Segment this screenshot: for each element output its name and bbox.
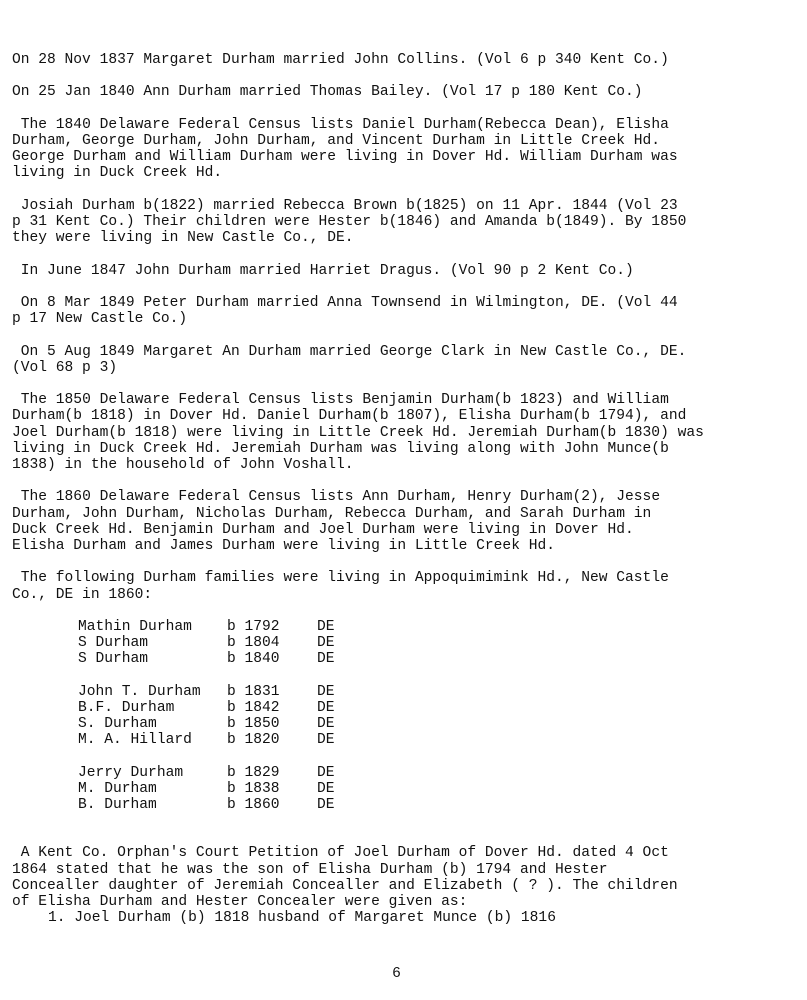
family-group-2 bbox=[12, 684, 802, 749]
family-member-name: S. Durham bbox=[78, 716, 157, 733]
family-member-birth: b 1840 bbox=[227, 651, 280, 668]
family-member-name: Jerry Durham bbox=[78, 764, 184, 781]
table-row bbox=[78, 651, 335, 667]
family-member-name: B. Durham bbox=[78, 797, 157, 814]
family-group-1 bbox=[12, 619, 802, 668]
paragraph-bailey-marriage: On 25 Jan 1840 Ann Durham married Thomas Bailey. (Vol 17 p 180 Kent Co.) bbox=[12, 84, 643, 101]
table-row bbox=[78, 716, 335, 732]
paragraph-josiah-marriage: Josiah Durham b(1822) married Rebecca Brown b(1825) on 11 Apr. 1844 (Vol 23 p 31 Kent Co.) Their children were Hester b(1846) and Amanda b(1849). By 1850 they were living in New Castle Co., DE. bbox=[12, 197, 687, 247]
family-member-state: DE bbox=[317, 618, 335, 635]
family-member-state: DE bbox=[317, 732, 335, 749]
family-table bbox=[78, 619, 335, 668]
family-member-birth: b 1850 bbox=[227, 716, 280, 733]
list-item: 1. Joel Durham (b) 1818 husband of Margaret Munce (b) 1816 bbox=[48, 910, 556, 927]
family-member-state: DE bbox=[317, 764, 335, 781]
paragraph-1860-census: The 1860 Delaware Federal Census lists Ann Durham, Henry Durham(2), Jesse Durham, John Durham, Nicholas Durham, Rebecca Durham, and Sarah Durham in Duck Creek Hd. Benjamin Durham and Joel Durham were living in Dover Hd. Elisha Durham and James Durham were living in Little Creek Hd. bbox=[12, 489, 661, 554]
family-member-state: DE bbox=[317, 716, 335, 733]
family-member-birth: b 1831 bbox=[227, 683, 280, 700]
table-row bbox=[78, 781, 335, 797]
table-row bbox=[78, 765, 335, 781]
family-table bbox=[78, 684, 335, 749]
family-group-3 bbox=[12, 765, 802, 814]
family-member-name: B.F. Durham bbox=[78, 699, 175, 716]
document-page bbox=[12, 52, 802, 926]
family-member-name: M. Durham bbox=[78, 780, 157, 797]
family-member-birth: b 1792 bbox=[227, 618, 280, 635]
paragraph-appoquimimink-intro: The following Durham families were living in Appoquimimink Hd., New Castle Co., DE in 1860: bbox=[12, 570, 669, 603]
page-number bbox=[0, 966, 807, 982]
family-member-name: Mathin Durham bbox=[78, 618, 192, 635]
table-row bbox=[78, 684, 335, 700]
family-member-name: John T. Durham bbox=[78, 683, 201, 700]
family-member-birth: b 1838 bbox=[227, 780, 280, 797]
family-member-birth: b 1860 bbox=[227, 797, 280, 814]
page-number-text: 6 bbox=[392, 966, 401, 982]
table-row bbox=[78, 700, 335, 716]
family-member-state: DE bbox=[317, 683, 335, 700]
family-member-name: S Durham bbox=[78, 635, 149, 652]
table-row bbox=[78, 619, 335, 635]
family-member-birth: b 1804 bbox=[227, 635, 280, 652]
children-list bbox=[12, 910, 802, 926]
paragraph-1850-census: The 1850 Delaware Federal Census lists Benjamin Durham(b 1823) and William Durham(b 1818) in Dover Hd. Daniel Durham(b 1807), Elisha Durham(b 1794), and Joel Durham(b 1818) were living in Little Creek Hd. Jeremiah Durham(b 1830) was living in Duck Creek Hd. Jeremiah Durham was living along with John Munce(b 1838) in the household of John Voshall. bbox=[12, 392, 704, 473]
family-member-state: DE bbox=[317, 699, 335, 716]
paragraph-townsend-marriage: On 8 Mar 1849 Peter Durham married Anna Townsend in Wilmington, DE. (Vol 44 p 17 New Castle Co.) bbox=[12, 294, 678, 328]
family-member-name: M. A. Hillard bbox=[78, 732, 192, 749]
paragraph-1840-census: The 1840 Delaware Federal Census lists Daniel Durham(Rebecca Dean), Elisha Durham, George Durham, John Durham, and Vincent Durham in Little Creek Hd. George Durham and William Durham were living in Dover Hd. William Durham was living in Duck Creek Hd. bbox=[12, 116, 678, 182]
table-row bbox=[78, 635, 335, 651]
family-member-state: DE bbox=[317, 651, 335, 668]
table-row bbox=[78, 732, 335, 748]
family-member-state: DE bbox=[317, 635, 335, 652]
table-row bbox=[78, 797, 335, 813]
paragraph-collins-marriage: On 28 Nov 1837 Margaret Durham married John Collins. (Vol 6 p 340 Kent Co.) bbox=[12, 52, 669, 68]
family-member-birth: b 1820 bbox=[227, 732, 280, 749]
family-table bbox=[78, 765, 335, 814]
family-member-name: S Durham bbox=[78, 651, 149, 668]
family-member-birth: b 1842 bbox=[227, 699, 280, 716]
family-member-state: DE bbox=[317, 780, 335, 797]
family-member-state: DE bbox=[317, 797, 335, 814]
paragraph-dragus-marriage: In June 1847 John Durham married Harriet Dragus. (Vol 90 p 2 Kent Co.) bbox=[12, 262, 634, 279]
paragraph-clark-marriage: On 5 Aug 1849 Margaret An Durham married George Clark in New Castle Co., DE. (Vol 68 p 3) bbox=[12, 343, 687, 376]
paragraph-orphans-court-petition: A Kent Co. Orphan's Court Petition of Joel Durham of Dover Hd. dated 4 Oct 1864 stated that he was the son of Elisha Durham (b) 1794 and Hester Concealler daughter of Jeremiah Concealler and Elizabeth ( ? ). The children of Elisha Durham and Hester Concealer were given as: bbox=[12, 845, 678, 910]
family-member-birth: b 1829 bbox=[227, 764, 280, 781]
